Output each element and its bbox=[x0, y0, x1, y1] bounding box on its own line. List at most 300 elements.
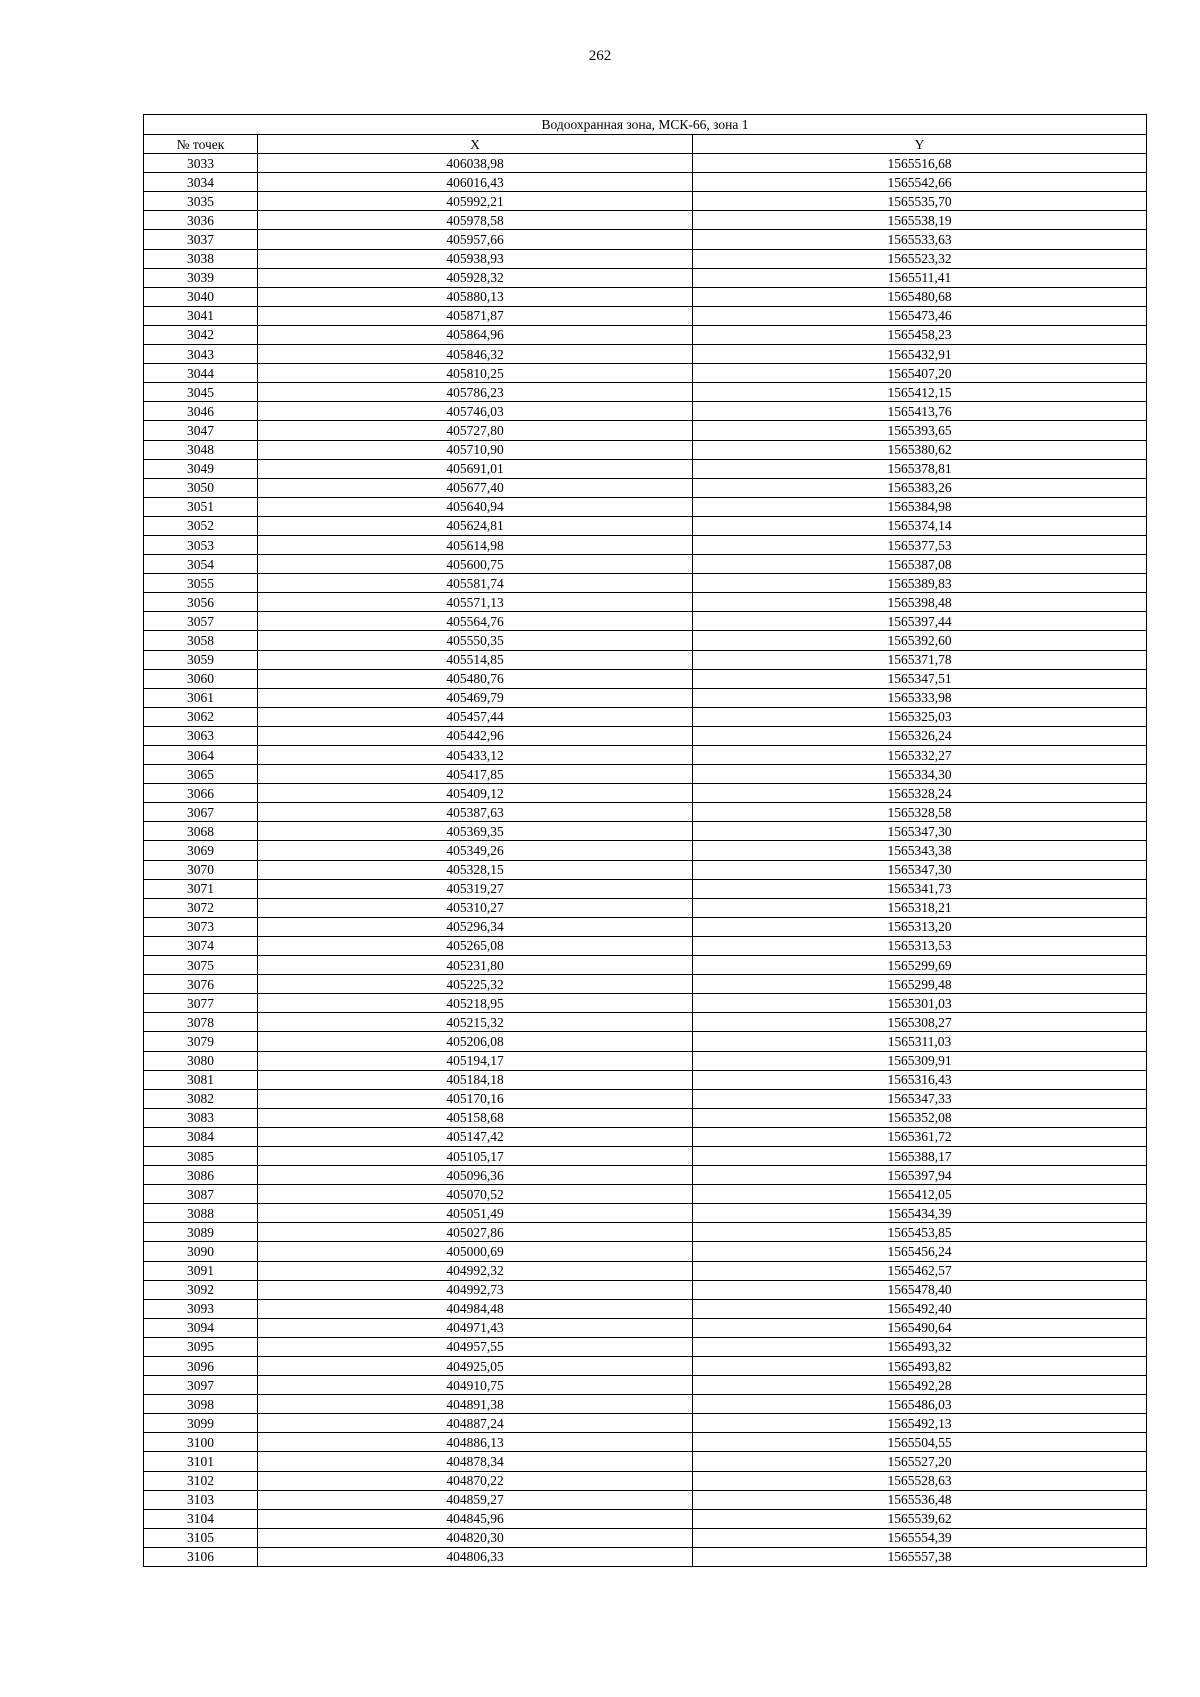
cell-x: 405571,13 bbox=[258, 593, 693, 612]
cell-y: 1565318,21 bbox=[693, 898, 1147, 917]
cell-y: 1565492,40 bbox=[693, 1299, 1147, 1318]
cell-y: 1565492,28 bbox=[693, 1376, 1147, 1395]
cell-point-number: 3102 bbox=[144, 1471, 258, 1490]
table-row bbox=[144, 631, 1147, 650]
table-row bbox=[144, 879, 1147, 898]
table-row bbox=[144, 154, 1147, 173]
cell-y: 1565527,20 bbox=[693, 1452, 1147, 1471]
table-row bbox=[144, 669, 1147, 688]
table-row bbox=[144, 975, 1147, 994]
table-row bbox=[144, 497, 1147, 516]
cell-point-number: 3075 bbox=[144, 956, 258, 975]
cell-y: 1565309,91 bbox=[693, 1051, 1147, 1070]
cell-point-number: 3080 bbox=[144, 1051, 258, 1070]
table-row bbox=[144, 650, 1147, 669]
cell-y: 1565308,27 bbox=[693, 1013, 1147, 1032]
cell-x: 405194,17 bbox=[258, 1051, 693, 1070]
cell-point-number: 3067 bbox=[144, 803, 258, 822]
cell-x: 405096,36 bbox=[258, 1166, 693, 1185]
table-row bbox=[144, 593, 1147, 612]
cell-y: 1565407,20 bbox=[693, 364, 1147, 383]
cell-point-number: 3035 bbox=[144, 192, 258, 211]
cell-y: 1565398,48 bbox=[693, 593, 1147, 612]
cell-y: 1565493,82 bbox=[693, 1357, 1147, 1376]
table-row bbox=[144, 230, 1147, 249]
cell-point-number: 3081 bbox=[144, 1070, 258, 1089]
cell-point-number: 3041 bbox=[144, 306, 258, 325]
cell-point-number: 3070 bbox=[144, 860, 258, 879]
cell-point-number: 3063 bbox=[144, 726, 258, 745]
cell-point-number: 3097 bbox=[144, 1376, 258, 1395]
cell-point-number: 3048 bbox=[144, 440, 258, 459]
cell-point-number: 3103 bbox=[144, 1490, 258, 1509]
cell-point-number: 3079 bbox=[144, 1032, 258, 1051]
table-row bbox=[144, 765, 1147, 784]
table-row bbox=[144, 478, 1147, 497]
table-row bbox=[144, 1337, 1147, 1356]
table-row bbox=[144, 1261, 1147, 1280]
table-row bbox=[144, 1146, 1147, 1165]
cell-y: 1565361,72 bbox=[693, 1127, 1147, 1146]
cell-y: 1565535,70 bbox=[693, 192, 1147, 211]
cell-y: 1565478,40 bbox=[693, 1280, 1147, 1299]
cell-point-number: 3084 bbox=[144, 1127, 258, 1146]
cell-x: 405457,44 bbox=[258, 707, 693, 726]
table-row bbox=[144, 1509, 1147, 1528]
table-row bbox=[144, 1280, 1147, 1299]
column-header-x: X bbox=[258, 135, 693, 154]
cell-x: 406038,98 bbox=[258, 154, 693, 173]
cell-y: 1565343,38 bbox=[693, 841, 1147, 860]
cell-y: 1565352,08 bbox=[693, 1108, 1147, 1127]
cell-point-number: 3064 bbox=[144, 746, 258, 765]
cell-point-number: 3066 bbox=[144, 784, 258, 803]
table-row bbox=[144, 1471, 1147, 1490]
table-row bbox=[144, 1204, 1147, 1223]
cell-y: 1565347,33 bbox=[693, 1089, 1147, 1108]
cell-y: 1565528,63 bbox=[693, 1471, 1147, 1490]
cell-x: 404886,13 bbox=[258, 1433, 693, 1452]
cell-x: 405387,63 bbox=[258, 803, 693, 822]
cell-y: 1565397,94 bbox=[693, 1166, 1147, 1185]
cell-x: 404971,43 bbox=[258, 1318, 693, 1337]
table-row bbox=[144, 1299, 1147, 1318]
cell-x: 405310,27 bbox=[258, 898, 693, 917]
cell-point-number: 3076 bbox=[144, 975, 258, 994]
table-row bbox=[144, 612, 1147, 631]
table-row bbox=[144, 726, 1147, 745]
table-row bbox=[144, 1357, 1147, 1376]
cell-y: 1565453,85 bbox=[693, 1223, 1147, 1242]
cell-point-number: 3036 bbox=[144, 211, 258, 230]
cell-y: 1565316,43 bbox=[693, 1070, 1147, 1089]
cell-point-number: 3059 bbox=[144, 650, 258, 669]
cell-x: 405727,80 bbox=[258, 421, 693, 440]
cell-y: 1565557,38 bbox=[693, 1547, 1147, 1566]
cell-x: 405170,16 bbox=[258, 1089, 693, 1108]
cell-point-number: 3053 bbox=[144, 535, 258, 554]
cell-point-number: 3037 bbox=[144, 230, 258, 249]
cell-y: 1565492,13 bbox=[693, 1414, 1147, 1433]
cell-y: 1565387,08 bbox=[693, 555, 1147, 574]
cell-y: 1565542,66 bbox=[693, 173, 1147, 192]
cell-point-number: 3033 bbox=[144, 154, 258, 173]
cell-y: 1565412,15 bbox=[693, 383, 1147, 402]
table-row bbox=[144, 516, 1147, 535]
cell-point-number: 3106 bbox=[144, 1547, 258, 1566]
cell-y: 1565480,68 bbox=[693, 287, 1147, 306]
cell-x: 404806,33 bbox=[258, 1547, 693, 1566]
cell-x: 405957,66 bbox=[258, 230, 693, 249]
cell-x: 405215,32 bbox=[258, 1013, 693, 1032]
table-row bbox=[144, 746, 1147, 765]
cell-y: 1565341,73 bbox=[693, 879, 1147, 898]
cell-y: 1565493,32 bbox=[693, 1337, 1147, 1356]
table-row bbox=[144, 1414, 1147, 1433]
cell-y: 1565333,98 bbox=[693, 688, 1147, 707]
cell-x: 405746,03 bbox=[258, 402, 693, 421]
cell-x: 404859,27 bbox=[258, 1490, 693, 1509]
table-row bbox=[144, 1490, 1147, 1509]
table-row bbox=[144, 1318, 1147, 1337]
cell-point-number: 3034 bbox=[144, 173, 258, 192]
cell-x: 405225,32 bbox=[258, 975, 693, 994]
cell-y: 1565384,98 bbox=[693, 497, 1147, 516]
cell-point-number: 3049 bbox=[144, 459, 258, 478]
cell-y: 1565456,24 bbox=[693, 1242, 1147, 1261]
cell-point-number: 3093 bbox=[144, 1299, 258, 1318]
cell-y: 1565523,32 bbox=[693, 249, 1147, 268]
table-row bbox=[144, 784, 1147, 803]
cell-point-number: 3047 bbox=[144, 421, 258, 440]
cell-x: 404910,75 bbox=[258, 1376, 693, 1395]
table-row bbox=[144, 440, 1147, 459]
cell-y: 1565332,27 bbox=[693, 746, 1147, 765]
cell-y: 1565511,41 bbox=[693, 268, 1147, 287]
coordinates-table bbox=[143, 114, 1147, 1567]
cell-point-number: 3100 bbox=[144, 1433, 258, 1452]
cell-y: 1565458,23 bbox=[693, 325, 1147, 344]
cell-x: 404878,34 bbox=[258, 1452, 693, 1471]
table-row bbox=[144, 1051, 1147, 1070]
cell-point-number: 3051 bbox=[144, 497, 258, 516]
cell-x: 405409,12 bbox=[258, 784, 693, 803]
table-row bbox=[144, 822, 1147, 841]
cell-x: 405710,90 bbox=[258, 440, 693, 459]
cell-y: 1565392,60 bbox=[693, 631, 1147, 650]
cell-x: 405328,15 bbox=[258, 860, 693, 879]
cell-y: 1565462,57 bbox=[693, 1261, 1147, 1280]
cell-x: 404845,96 bbox=[258, 1509, 693, 1528]
cell-x: 405158,68 bbox=[258, 1108, 693, 1127]
table-row bbox=[144, 249, 1147, 268]
cell-point-number: 3095 bbox=[144, 1337, 258, 1356]
table-row bbox=[144, 936, 1147, 955]
cell-x: 405369,35 bbox=[258, 822, 693, 841]
cell-y: 1565378,81 bbox=[693, 459, 1147, 478]
cell-x: 405319,27 bbox=[258, 879, 693, 898]
table-row bbox=[144, 325, 1147, 344]
cell-x: 405105,17 bbox=[258, 1146, 693, 1165]
table-row bbox=[144, 994, 1147, 1013]
cell-x: 405691,01 bbox=[258, 459, 693, 478]
cell-y: 1565328,24 bbox=[693, 784, 1147, 803]
cell-y: 1565516,68 bbox=[693, 154, 1147, 173]
cell-y: 1565299,48 bbox=[693, 975, 1147, 994]
cell-y: 1565326,24 bbox=[693, 726, 1147, 745]
cell-point-number: 3072 bbox=[144, 898, 258, 917]
cell-y: 1565380,62 bbox=[693, 440, 1147, 459]
cell-y: 1565388,17 bbox=[693, 1146, 1147, 1165]
table-row bbox=[144, 1528, 1147, 1547]
table-row bbox=[144, 707, 1147, 726]
cell-y: 1565377,53 bbox=[693, 535, 1147, 554]
cell-point-number: 3098 bbox=[144, 1395, 258, 1414]
cell-y: 1565328,58 bbox=[693, 803, 1147, 822]
cell-x: 405614,98 bbox=[258, 535, 693, 554]
cell-x: 404984,48 bbox=[258, 1299, 693, 1318]
table-title: Водоохранная зона, МСК-66, зона 1 bbox=[144, 115, 1147, 135]
table-row bbox=[144, 1433, 1147, 1452]
cell-point-number: 3060 bbox=[144, 669, 258, 688]
page-number: 262 bbox=[588, 48, 612, 64]
table-row bbox=[144, 688, 1147, 707]
cell-point-number: 3054 bbox=[144, 555, 258, 574]
cell-x: 405514,85 bbox=[258, 650, 693, 669]
cell-point-number: 3087 bbox=[144, 1185, 258, 1204]
cell-x: 405938,93 bbox=[258, 249, 693, 268]
cell-x: 405880,13 bbox=[258, 287, 693, 306]
cell-x: 405550,35 bbox=[258, 631, 693, 650]
cell-x: 405070,52 bbox=[258, 1185, 693, 1204]
cell-point-number: 3055 bbox=[144, 574, 258, 593]
cell-point-number: 3086 bbox=[144, 1166, 258, 1185]
cell-y: 1565413,76 bbox=[693, 402, 1147, 421]
cell-x: 405218,95 bbox=[258, 994, 693, 1013]
cell-x: 404870,22 bbox=[258, 1471, 693, 1490]
table-row bbox=[144, 956, 1147, 975]
table-row bbox=[144, 1242, 1147, 1261]
cell-point-number: 3096 bbox=[144, 1357, 258, 1376]
table-row bbox=[144, 1395, 1147, 1414]
cell-point-number: 3091 bbox=[144, 1261, 258, 1280]
cell-x: 405433,12 bbox=[258, 746, 693, 765]
cell-point-number: 3099 bbox=[144, 1414, 258, 1433]
cell-x: 405184,18 bbox=[258, 1070, 693, 1089]
cell-point-number: 3050 bbox=[144, 478, 258, 497]
table-row bbox=[144, 898, 1147, 917]
cell-x: 405000,69 bbox=[258, 1242, 693, 1261]
cell-point-number: 3043 bbox=[144, 345, 258, 364]
table-row bbox=[144, 1070, 1147, 1089]
table-row bbox=[144, 1013, 1147, 1032]
cell-y: 1565536,48 bbox=[693, 1490, 1147, 1509]
cell-x: 405147,42 bbox=[258, 1127, 693, 1146]
cell-point-number: 3061 bbox=[144, 688, 258, 707]
cell-x: 405992,21 bbox=[258, 192, 693, 211]
table-row bbox=[144, 383, 1147, 402]
cell-x: 405206,08 bbox=[258, 1032, 693, 1051]
table-row bbox=[144, 1089, 1147, 1108]
table-row bbox=[144, 173, 1147, 192]
table-header-row bbox=[144, 135, 1147, 154]
cell-x: 404992,73 bbox=[258, 1280, 693, 1299]
cell-point-number: 3065 bbox=[144, 765, 258, 784]
cell-x: 405051,49 bbox=[258, 1204, 693, 1223]
cell-y: 1565554,39 bbox=[693, 1528, 1147, 1547]
cell-y: 1565393,65 bbox=[693, 421, 1147, 440]
table-row bbox=[144, 1032, 1147, 1051]
cell-x: 405296,34 bbox=[258, 917, 693, 936]
cell-point-number: 3040 bbox=[144, 287, 258, 306]
cell-point-number: 3078 bbox=[144, 1013, 258, 1032]
cell-y: 1565538,19 bbox=[693, 211, 1147, 230]
cell-y: 1565311,03 bbox=[693, 1032, 1147, 1051]
cell-y: 1565412,05 bbox=[693, 1185, 1147, 1204]
cell-point-number: 3057 bbox=[144, 612, 258, 631]
cell-y: 1565490,64 bbox=[693, 1318, 1147, 1337]
cell-y: 1565383,26 bbox=[693, 478, 1147, 497]
table-row bbox=[144, 803, 1147, 822]
cell-y: 1565334,30 bbox=[693, 765, 1147, 784]
cell-y: 1565301,03 bbox=[693, 994, 1147, 1013]
cell-x: 405640,94 bbox=[258, 497, 693, 516]
table-row bbox=[144, 268, 1147, 287]
table-row bbox=[144, 1376, 1147, 1395]
cell-x: 405624,81 bbox=[258, 516, 693, 535]
cell-point-number: 3058 bbox=[144, 631, 258, 650]
cell-point-number: 3052 bbox=[144, 516, 258, 535]
cell-x: 405349,26 bbox=[258, 841, 693, 860]
cell-x: 405786,23 bbox=[258, 383, 693, 402]
table-row bbox=[144, 555, 1147, 574]
cell-x: 405864,96 bbox=[258, 325, 693, 344]
cell-x: 405231,80 bbox=[258, 956, 693, 975]
table-row bbox=[144, 1185, 1147, 1204]
table-row bbox=[144, 306, 1147, 325]
cell-y: 1565432,91 bbox=[693, 345, 1147, 364]
cell-x: 405265,08 bbox=[258, 936, 693, 955]
column-header-point-number: № точек bbox=[144, 135, 258, 154]
cell-y: 1565397,44 bbox=[693, 612, 1147, 631]
cell-x: 405564,76 bbox=[258, 612, 693, 631]
cell-point-number: 3069 bbox=[144, 841, 258, 860]
cell-point-number: 3092 bbox=[144, 1280, 258, 1299]
cell-point-number: 3090 bbox=[144, 1242, 258, 1261]
cell-point-number: 3077 bbox=[144, 994, 258, 1013]
cell-x: 404992,32 bbox=[258, 1261, 693, 1280]
cell-x: 405928,32 bbox=[258, 268, 693, 287]
table-row bbox=[144, 841, 1147, 860]
table-row bbox=[144, 860, 1147, 879]
cell-point-number: 3104 bbox=[144, 1509, 258, 1528]
cell-y: 1565486,03 bbox=[693, 1395, 1147, 1414]
table-row bbox=[144, 535, 1147, 554]
cell-y: 1565371,78 bbox=[693, 650, 1147, 669]
cell-x: 405442,96 bbox=[258, 726, 693, 745]
table-row bbox=[144, 421, 1147, 440]
cell-point-number: 3068 bbox=[144, 822, 258, 841]
cell-x: 405677,40 bbox=[258, 478, 693, 497]
table-row bbox=[144, 1223, 1147, 1242]
cell-point-number: 3045 bbox=[144, 383, 258, 402]
cell-x: 404925,05 bbox=[258, 1357, 693, 1376]
cell-y: 1565539,62 bbox=[693, 1509, 1147, 1528]
table-row bbox=[144, 192, 1147, 211]
cell-point-number: 3094 bbox=[144, 1318, 258, 1337]
cell-y: 1565473,46 bbox=[693, 306, 1147, 325]
cell-point-number: 3083 bbox=[144, 1108, 258, 1127]
column-header-y: Y bbox=[693, 135, 1147, 154]
cell-y: 1565389,83 bbox=[693, 574, 1147, 593]
cell-y: 1565347,51 bbox=[693, 669, 1147, 688]
table-row bbox=[144, 1127, 1147, 1146]
table-title-row bbox=[144, 115, 1147, 135]
table-row bbox=[144, 345, 1147, 364]
cell-x: 405846,32 bbox=[258, 345, 693, 364]
cell-point-number: 3042 bbox=[144, 325, 258, 344]
cell-y: 1565347,30 bbox=[693, 860, 1147, 879]
table-row bbox=[144, 574, 1147, 593]
cell-x: 405810,25 bbox=[258, 364, 693, 383]
table-row bbox=[144, 211, 1147, 230]
table-row bbox=[144, 1547, 1147, 1566]
table-row bbox=[144, 402, 1147, 421]
cell-point-number: 3074 bbox=[144, 936, 258, 955]
cell-point-number: 3088 bbox=[144, 1204, 258, 1223]
cell-x: 405600,75 bbox=[258, 555, 693, 574]
cell-point-number: 3101 bbox=[144, 1452, 258, 1471]
cell-x: 405978,58 bbox=[258, 211, 693, 230]
cell-point-number: 3089 bbox=[144, 1223, 258, 1242]
table-row bbox=[144, 287, 1147, 306]
cell-x: 405417,85 bbox=[258, 765, 693, 784]
cell-y: 1565325,03 bbox=[693, 707, 1147, 726]
cell-x: 405027,86 bbox=[258, 1223, 693, 1242]
cell-x: 404891,38 bbox=[258, 1395, 693, 1414]
table-body bbox=[144, 154, 1147, 1567]
table-row bbox=[144, 364, 1147, 383]
table-row bbox=[144, 1108, 1147, 1127]
cell-point-number: 3073 bbox=[144, 917, 258, 936]
cell-y: 1565313,53 bbox=[693, 936, 1147, 955]
cell-x: 405581,74 bbox=[258, 574, 693, 593]
cell-point-number: 3039 bbox=[144, 268, 258, 287]
cell-point-number: 3082 bbox=[144, 1089, 258, 1108]
cell-point-number: 3046 bbox=[144, 402, 258, 421]
cell-y: 1565347,30 bbox=[693, 822, 1147, 841]
cell-point-number: 3038 bbox=[144, 249, 258, 268]
cell-y: 1565434,39 bbox=[693, 1204, 1147, 1223]
cell-point-number: 3085 bbox=[144, 1146, 258, 1165]
cell-y: 1565299,69 bbox=[693, 956, 1147, 975]
cell-x: 404820,30 bbox=[258, 1528, 693, 1547]
cell-y: 1565533,63 bbox=[693, 230, 1147, 249]
cell-x: 405469,79 bbox=[258, 688, 693, 707]
cell-x: 405480,76 bbox=[258, 669, 693, 688]
cell-x: 404957,55 bbox=[258, 1337, 693, 1356]
cell-point-number: 3062 bbox=[144, 707, 258, 726]
table-row bbox=[144, 917, 1147, 936]
cell-point-number: 3071 bbox=[144, 879, 258, 898]
table-row bbox=[144, 1452, 1147, 1471]
cell-y: 1565313,20 bbox=[693, 917, 1147, 936]
cell-y: 1565504,55 bbox=[693, 1433, 1147, 1452]
cell-y: 1565374,14 bbox=[693, 516, 1147, 535]
cell-x: 404887,24 bbox=[258, 1414, 693, 1433]
cell-point-number: 3056 bbox=[144, 593, 258, 612]
cell-x: 405871,87 bbox=[258, 306, 693, 325]
